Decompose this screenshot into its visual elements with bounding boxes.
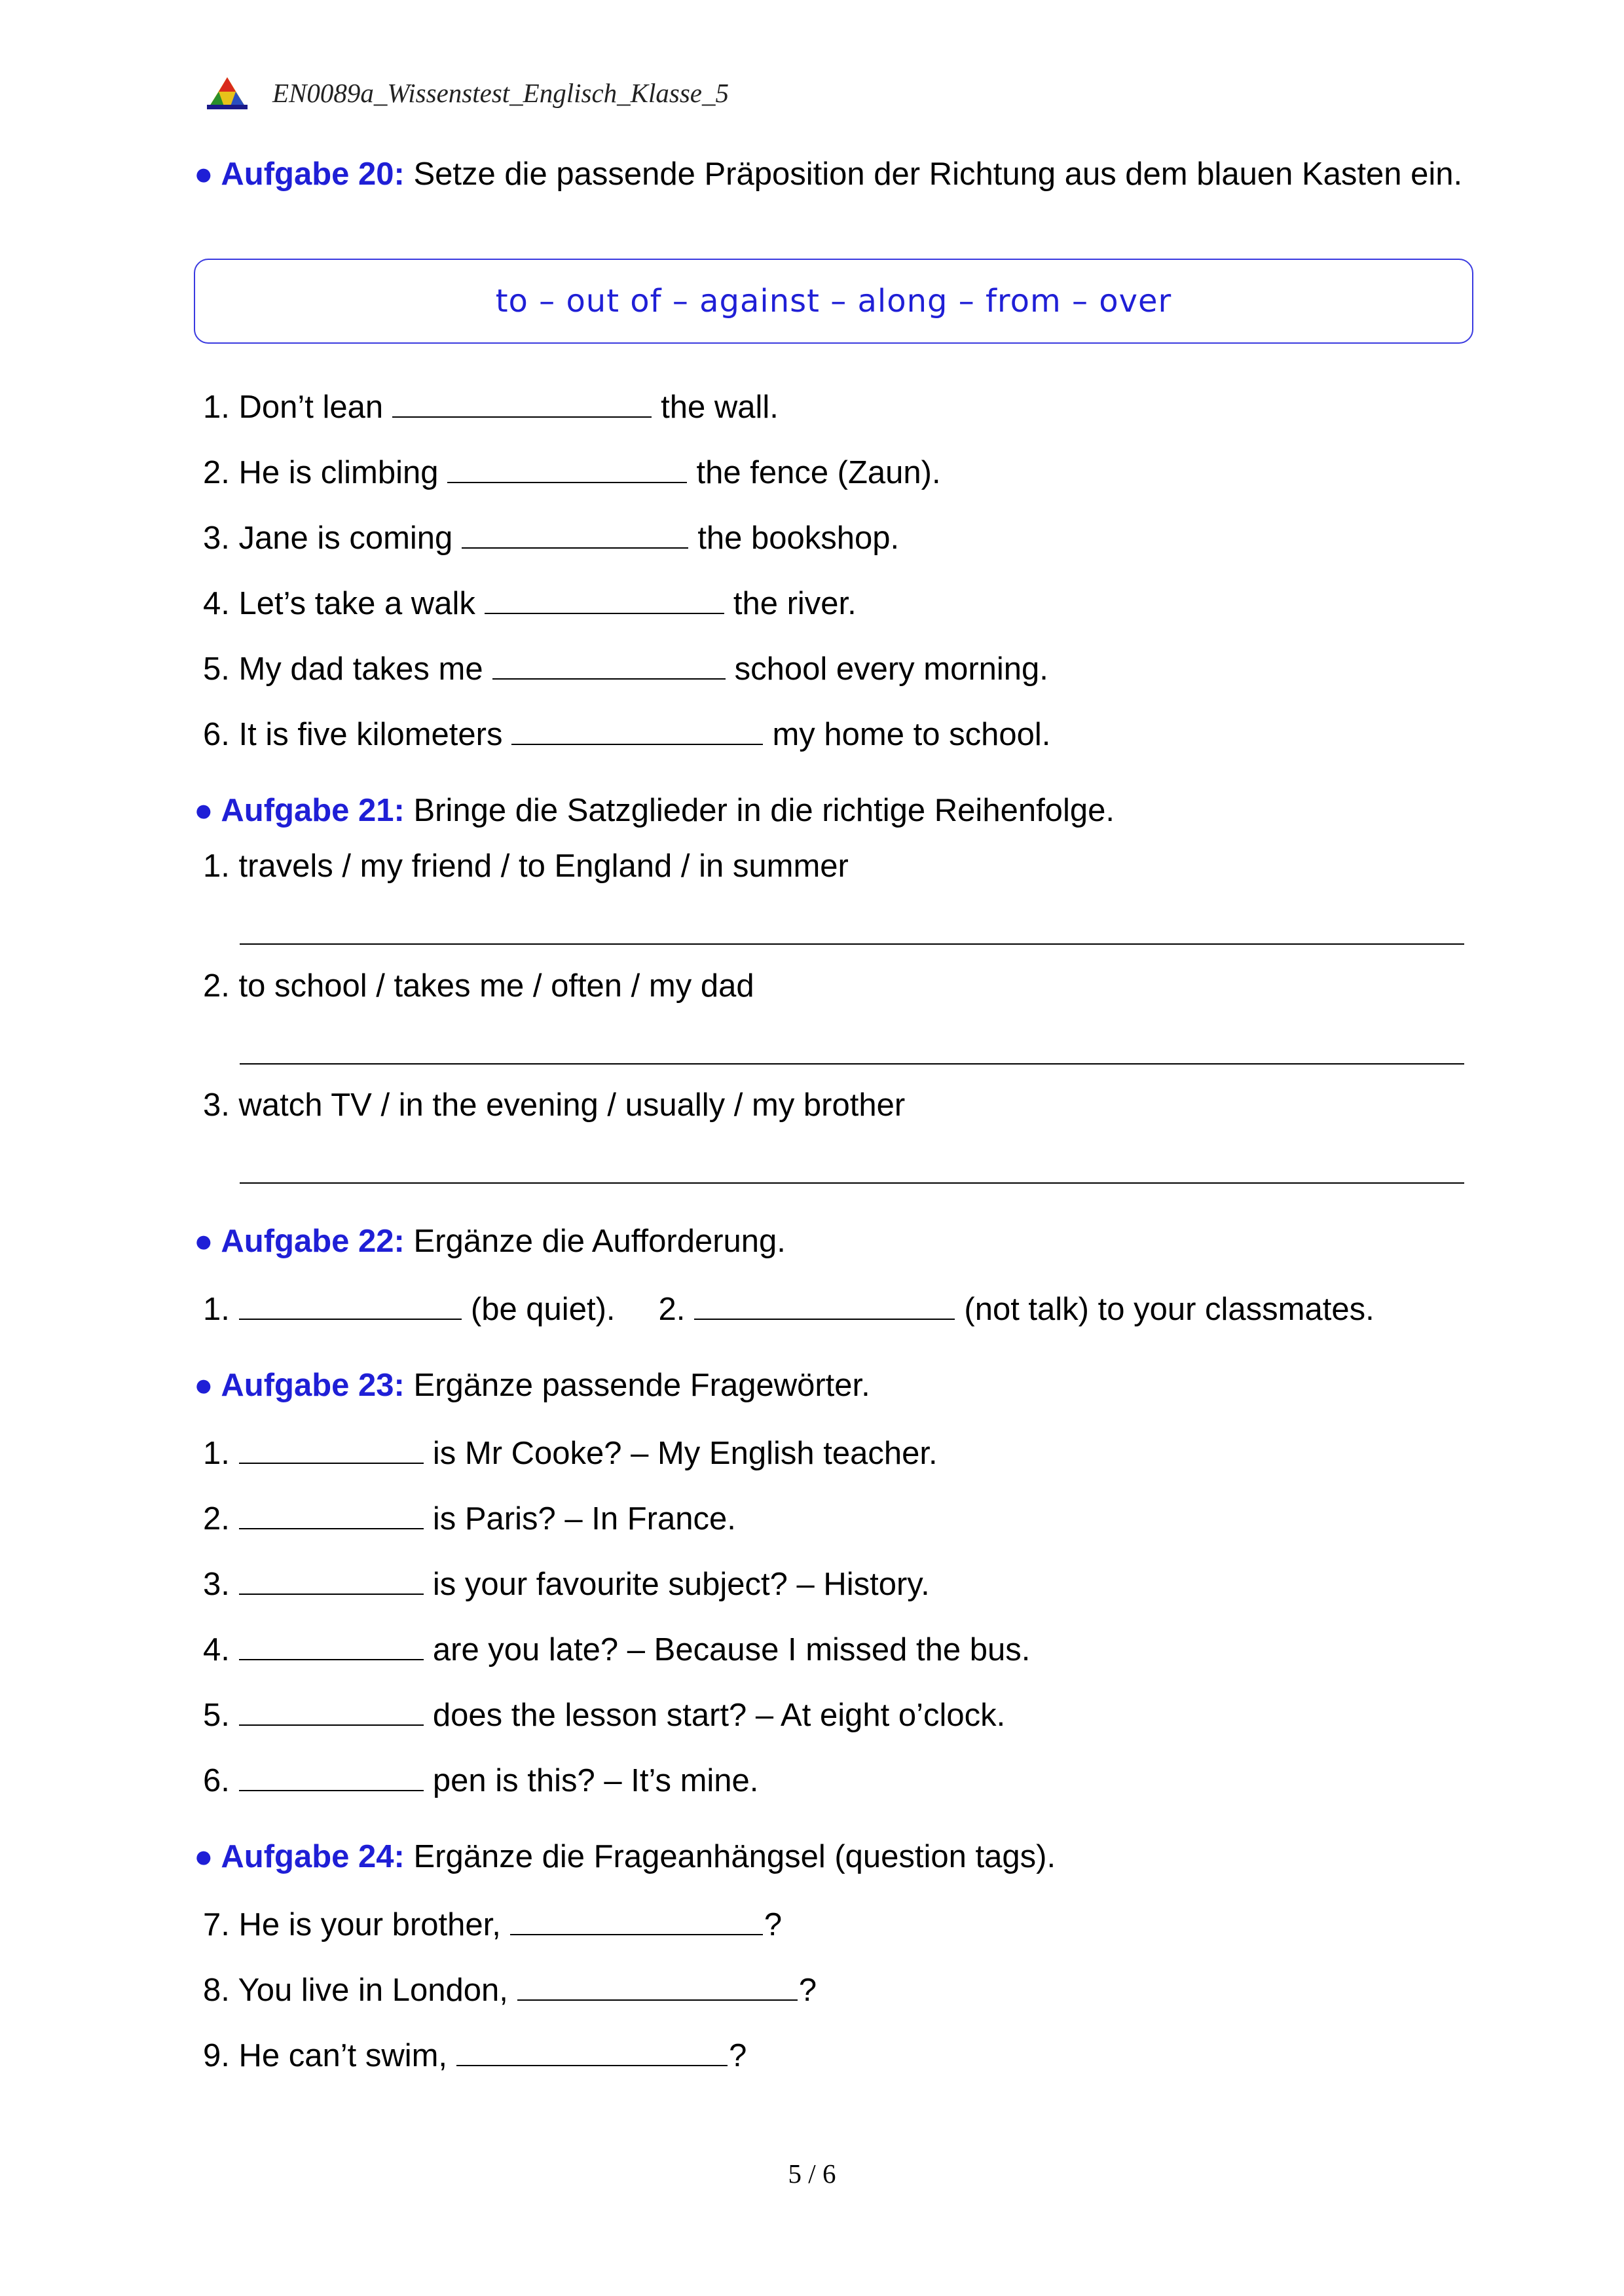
item-rest: ? xyxy=(729,2038,747,2073)
logo-icon xyxy=(204,76,250,110)
task24-item-7 xyxy=(203,1905,782,1944)
item-rest: ? xyxy=(798,1973,817,2008)
item-rest: the bookshop. xyxy=(697,520,900,556)
task21-item-2 xyxy=(203,966,754,1006)
answer-blank[interactable] xyxy=(456,2039,728,2066)
answer-blank[interactable] xyxy=(239,1633,424,1660)
answer-line[interactable] xyxy=(240,1182,1464,1184)
item-number: 1. xyxy=(203,1292,230,1327)
task20-item-2 xyxy=(203,453,941,492)
task23-item-3 xyxy=(203,1565,930,1604)
answer-blank[interactable] xyxy=(447,456,687,483)
item-number: 4. xyxy=(203,1632,230,1667)
answer-line[interactable] xyxy=(240,943,1464,945)
task22-label: ● Aufgabe 22: xyxy=(194,1224,405,1259)
item-prompt: 9. He can’t swim, xyxy=(203,2038,448,2073)
item-number: 1. xyxy=(203,1436,230,1471)
item-rest: is Paris? – In France. xyxy=(432,1501,736,1537)
task24-item-8 xyxy=(203,1971,817,2010)
task22-items xyxy=(203,1290,1375,1329)
task21-item-1 xyxy=(203,847,849,886)
task22-instruction: Ergänze die Aufforderung. xyxy=(413,1224,786,1259)
task20-heading xyxy=(194,155,1472,194)
item-number: 2. xyxy=(658,1292,686,1327)
task20-instruction: Setze die passende Präposition der Richtung aus dem blauen Kasten ein. xyxy=(413,156,1463,192)
item-prompt: 2. He is climbing xyxy=(203,455,439,490)
item-prompt: 4. Let’s take a walk xyxy=(203,586,475,621)
item-prompt: 1. Don’t lean xyxy=(203,390,384,425)
item-number: 5. xyxy=(203,1698,230,1733)
answer-blank[interactable] xyxy=(239,1436,424,1464)
item-rest: is your favourite subject? – History. xyxy=(432,1567,930,1602)
item-prompt: 6. It is five kilometers xyxy=(203,717,503,752)
answer-line[interactable] xyxy=(240,1063,1464,1065)
item-rest: the fence (Zaun). xyxy=(696,455,941,490)
task21-label: ● Aufgabe 21: xyxy=(194,793,405,828)
task22-heading xyxy=(194,1222,786,1261)
task23-item-5 xyxy=(203,1696,1005,1735)
task23-item-2 xyxy=(203,1499,736,1539)
task24-instruction: Ergänze die Frageanhängsel (question tags). xyxy=(413,1839,1056,1874)
item-number: 6. xyxy=(203,1763,230,1798)
task20-item-5 xyxy=(203,649,1048,689)
answer-blank[interactable] xyxy=(510,1908,763,1935)
answer-blank[interactable] xyxy=(517,1973,798,2001)
item-rest: the river. xyxy=(733,586,857,621)
item-rest: (be quiet). xyxy=(470,1292,616,1327)
item-rest: pen is this? – It’s mine. xyxy=(432,1763,759,1798)
answer-blank[interactable] xyxy=(492,652,726,680)
item-rest: are you late? – Because I missed the bus. xyxy=(432,1632,1031,1667)
word-box-text: to – out of – against – along – from – over xyxy=(495,283,1172,319)
item-rest: (not talk) to your classmates. xyxy=(964,1292,1375,1327)
item-prompt: 8. You live in London, xyxy=(203,1973,508,2008)
task21-item-3 xyxy=(203,1085,905,1125)
item-number: 3. xyxy=(203,1567,230,1602)
answer-blank[interactable] xyxy=(239,1764,424,1791)
task21-heading xyxy=(194,791,1115,830)
answer-blank[interactable] xyxy=(239,1567,424,1595)
task20-label: ● Aufgabe 20: xyxy=(194,156,405,192)
task20-item-1 xyxy=(203,388,779,427)
task20-item-3 xyxy=(203,519,899,558)
item-rest: the wall. xyxy=(661,390,779,425)
answer-blank[interactable] xyxy=(694,1292,955,1320)
task20-item-6 xyxy=(203,715,1050,754)
answer-blank[interactable] xyxy=(511,718,763,745)
task23-item-6 xyxy=(203,1761,758,1800)
task23-label: ● Aufgabe 23: xyxy=(194,1368,405,1403)
task24-heading xyxy=(194,1837,1056,1876)
item-prompt: 2. to school / takes me / often / my dad xyxy=(203,968,754,1004)
answer-blank[interactable] xyxy=(392,390,652,418)
task23-heading xyxy=(194,1366,870,1405)
task24-item-9 xyxy=(203,2036,747,2075)
item-prompt: 3. watch TV / in the evening / usually / my brother xyxy=(203,1087,906,1123)
answer-blank[interactable] xyxy=(239,1502,424,1529)
document-title: EN0089a_Wissenstest_Englisch_Klasse_5 xyxy=(272,78,729,108)
answer-blank[interactable] xyxy=(485,587,724,614)
item-prompt: 1. travels / my friend / to England / in summer xyxy=(203,848,849,884)
task23-item-4 xyxy=(203,1630,1030,1669)
answer-blank[interactable] xyxy=(462,521,688,549)
page-header xyxy=(204,73,729,113)
task23-instruction: Ergänze passende Fragewörter. xyxy=(413,1368,870,1403)
task24-label: ● Aufgabe 24: xyxy=(194,1839,405,1874)
task23-item-1 xyxy=(203,1434,938,1473)
answer-blank[interactable] xyxy=(239,1698,424,1726)
item-number: 2. xyxy=(203,1501,230,1537)
item-rest: school every morning. xyxy=(734,651,1048,687)
item-prompt: 5. My dad takes me xyxy=(203,651,483,687)
word-box xyxy=(194,259,1473,344)
task21-instruction: Bringe die Satzglieder in die richtige Reihenfolge. xyxy=(413,793,1115,828)
item-rest: ? xyxy=(764,1907,783,1942)
item-prompt: 7. He is your brother, xyxy=(203,1907,501,1942)
page-number: 5 / 6 xyxy=(788,2159,836,2189)
item-rest: is Mr Cooke? – My English teacher. xyxy=(432,1436,938,1471)
item-rest: my home to school. xyxy=(772,717,1051,752)
item-rest: does the lesson start? – At eight o’clock. xyxy=(432,1698,1006,1733)
item-prompt: 3. Jane is coming xyxy=(203,520,453,556)
answer-blank[interactable] xyxy=(239,1292,462,1320)
task20-item-4 xyxy=(203,584,857,623)
